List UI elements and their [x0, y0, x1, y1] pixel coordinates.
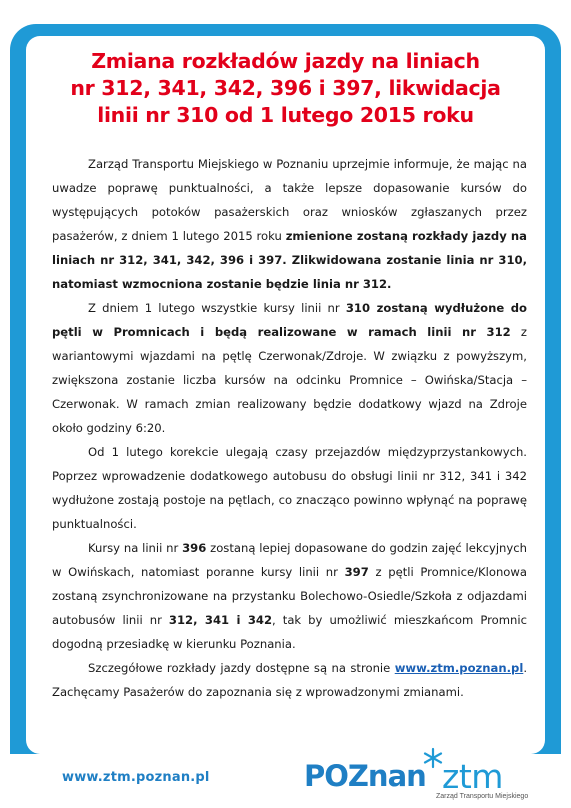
bold-text: 310 zostaną wydłużone do pętli w Promnicach i będą realizowane w ramach linii nr 312	[52, 301, 527, 339]
paragraph-1	[52, 152, 527, 296]
bold-text: zmienione zostaną rozkłady jazdy na liniach nr 312, 341, 342, 396 i 397. Zlikwidowana zostanie linia nr 310, natomiast wzmocniona zostanie będzie linia nr 312.	[52, 229, 528, 291]
body-text: Od 1 lutego korekcie ulegają czasy przejazdów międzyprzystankowych. Poprzez wprowadzenie dodatkowego autobusu do obsługi linii nr 312, 341 i 342 wydłużone zostają postoje na pętlach, co znacząco powinno wpłynąć na poprawę punktualności.	[52, 445, 527, 531]
bold-text: 396	[182, 541, 207, 555]
logo-subtitle: Zarząd Transportu Miejskiego	[436, 793, 529, 800]
announcement-body	[52, 152, 527, 704]
title-line-3: linii nr 310 od 1 lutego 2015 roku	[97, 103, 474, 127]
bold-text: 312, 341 i 342	[168, 613, 273, 627]
paragraph-4	[52, 536, 527, 656]
logo-poznan-text: POZnan	[304, 759, 426, 793]
announcement-title	[40, 48, 531, 129]
star-icon	[422, 747, 444, 769]
ztm-logo	[304, 755, 544, 805]
title-line-2: nr 312, 341, 342, 396 i 397, likwidacja	[70, 76, 501, 100]
title-line-1: Zmiana rozkładów jazdy na liniach	[91, 49, 480, 73]
bold-text: 397	[344, 565, 369, 579]
logo-ztm-text: ztm	[442, 757, 503, 796]
paragraph-2	[52, 296, 527, 440]
footer-website-link[interactable]: www.ztm.poznan.pl	[62, 770, 210, 785]
body-text: . Zachęcamy Pasażerów do zapoznania się z wprowadzonymi zmianami.	[52, 661, 527, 699]
body-text: zostaną lepiej dopasowane do godzin zajęć lekcyjnych w Owińskach, natomiast poranne kursy linii nr	[52, 541, 527, 579]
body-text: Szczegółowe rozkłady jazdy dostępne są na stronie	[88, 661, 395, 675]
body-text: Z dniem 1 lutego wszystkie kursy linii nr	[88, 301, 346, 315]
body-text: z pętli Promnice/Klonowa zostaną zsynchronizowane na przystanku Bolechowo-Osiedle/Szkoła z odjazdami autobusów linii nr	[52, 565, 527, 627]
paragraph-3	[52, 440, 527, 536]
footer	[0, 754, 571, 808]
body-text: z wariantowymi wjazdami na pętlę Czerwonak/Zdroje. W związku z powyższym, zwiększona zostanie liczba kursów na odcinku Promnice – Owińska/Stacja – Czerwonak. W ramach zmian realizowany będzie dodatkowy wjazd na Zdroje około godziny 6:20.	[52, 325, 527, 435]
website-link[interactable]: www.ztm.poznan.pl	[394, 661, 524, 675]
paragraph-5	[52, 656, 527, 704]
body-text: Zarząd Transportu Miejskiego w Poznaniu uprzejmie informuje, że mając na uwadze poprawę punktualności, a także lepsze dopasowanie kursów do występujących potoków pasażerskich oraz wniosków zgłaszanych przez pasażerów, z dniem 1 lutego 2015 roku	[52, 157, 527, 243]
body-text: Kursy na linii nr	[88, 541, 183, 555]
body-text: , tak by umożliwić mieszkańcom Promnic dogodną przesiadkę w kierunku Poznania.	[52, 613, 527, 651]
